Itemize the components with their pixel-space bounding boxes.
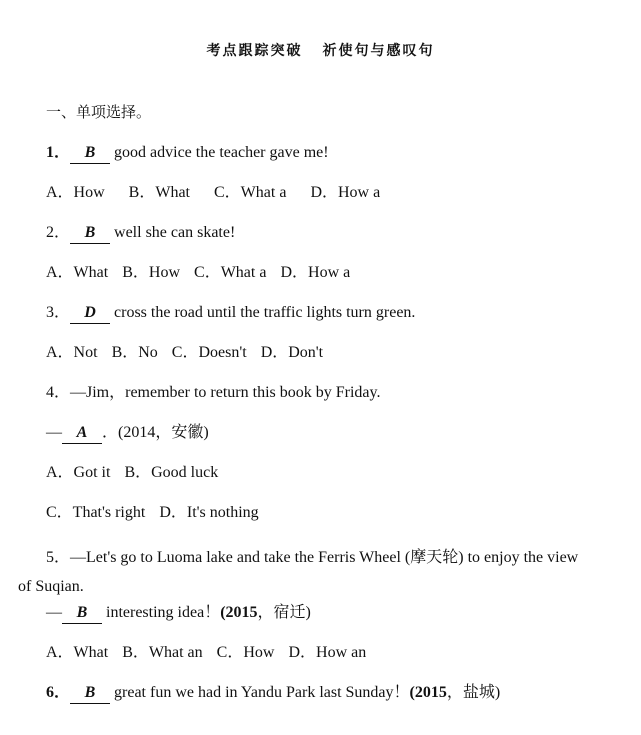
option-a: A．What [46, 644, 109, 661]
answer-blank: A [62, 423, 102, 444]
question-number: 3． [46, 304, 71, 321]
option-d: D．Don't [260, 344, 324, 361]
question-4-options-row-1 [46, 463, 218, 483]
option-b: B．What [128, 184, 190, 201]
option-b: B．How [122, 264, 181, 281]
question-4-options-row-2 [46, 503, 259, 523]
option-a: A．What [46, 264, 109, 281]
question-source: ．(2014，安徽) [102, 424, 209, 441]
question-text: good advice the teacher gave me! [114, 144, 329, 161]
source-year: (2015 [220, 604, 258, 621]
dash: — [46, 604, 62, 621]
question-text: well she can skate! [114, 224, 236, 241]
question-5-options [46, 643, 366, 663]
question-5 [18, 543, 630, 601]
question-number: 1． [46, 144, 71, 161]
option-c: C．That's right [46, 504, 146, 521]
question-text: great fun we had in Yandu Park last Sunday！ [114, 684, 410, 701]
question-text: interesting idea！ [106, 604, 221, 621]
option-c: C．What a [194, 264, 267, 281]
question-4-reply [46, 423, 209, 444]
question-2-options [46, 263, 350, 283]
title-topic: 考点跟踪突破 [206, 43, 303, 59]
question-number: 6． [46, 684, 71, 701]
question-number: 2． [46, 224, 71, 241]
option-b: B．Good luck [124, 464, 219, 481]
option-d: D．How an [288, 644, 367, 661]
option-d: D．It's nothing [159, 504, 259, 521]
source-year: (2015 [409, 684, 447, 701]
option-c: C．What a [214, 184, 287, 201]
option-d: D．How a [310, 184, 381, 201]
source-place: ，盐城) [446, 684, 501, 701]
option-c: C．Doesn't [171, 344, 247, 361]
question-5-prompt-line-2: of Suqian. [18, 578, 84, 595]
source-place: ，宿迁) [257, 604, 311, 621]
question-1-options [46, 183, 380, 203]
question-1 [46, 143, 329, 164]
question-3 [46, 303, 415, 324]
answer-blank: B [70, 143, 110, 164]
option-d: D．How a [280, 264, 351, 281]
question-5-reply [46, 603, 311, 624]
question-2 [46, 223, 235, 244]
title-subtopic: 祈使句与感叹句 [322, 43, 435, 59]
question-3-options [46, 343, 323, 363]
option-a: A．Not [46, 344, 98, 361]
answer-blank: D [70, 303, 110, 324]
answer-blank: B [70, 683, 110, 704]
question-4: 4．—Jim，remember to return this book by Friday. [46, 384, 381, 401]
dash: — [46, 424, 62, 441]
option-c: C．How [216, 644, 275, 661]
question-text: cross the road until the traffic lights turn green. [114, 304, 416, 321]
answer-blank: B [62, 603, 102, 624]
option-b: B．What an [122, 644, 203, 661]
section-heading: 一、单项选择。 [46, 103, 152, 121]
question-6 [46, 683, 500, 704]
answer-blank: B [70, 223, 110, 244]
page-title [0, 40, 641, 60]
question-5-prompt-line-1: 5．—Let's go to Luoma lake and take the Ferris Wheel (摩天轮) to enjoy the view [46, 549, 579, 566]
option-a: A．How [46, 184, 105, 201]
option-b: B．No [111, 344, 158, 361]
option-a: A．Got it [46, 464, 111, 481]
